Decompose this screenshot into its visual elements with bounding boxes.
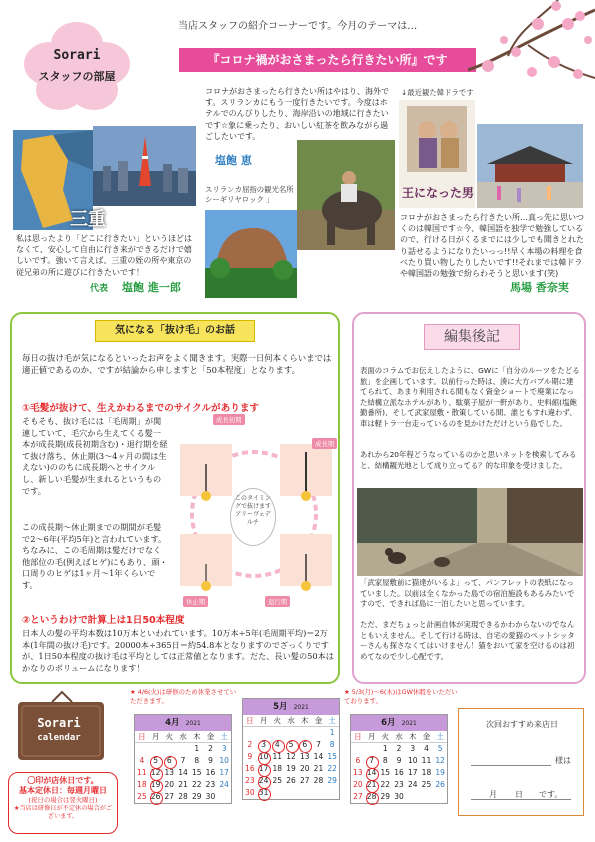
calendar-weekday-row [243, 715, 339, 727]
cherry-branch-decoration [468, 0, 595, 110]
calendar-weekday-row [351, 731, 447, 743]
calendar-weekday: 水 [395, 732, 403, 741]
calendar-week-row [135, 743, 231, 755]
calendar-day: 27 [164, 792, 175, 801]
calendar-day: 2 [247, 740, 253, 749]
calendar-day [365, 743, 379, 755]
holiday-info-line1: 〇印が店休日です。 [27, 776, 99, 785]
calendar-week-row [243, 775, 339, 787]
staff1-text: 私は思ったより「どこに行きたい」というほどはなくて、安心して自由に行き来ができるだけで嬉しいです。強いて言えば、三重の姪の所や東京の従兄弟の所に遊びに行きたいです！ [16, 234, 192, 277]
calendar-day: 3 [221, 744, 227, 753]
calendar-day: 28 [313, 776, 324, 785]
calendar-day [176, 743, 190, 755]
calendar-month-header [351, 715, 447, 731]
theme-banner: 『コロナ禍がおさまったら行きたい所』です [179, 48, 476, 72]
calendar-weekday: 水 [287, 716, 295, 725]
calendar-day: 30 [245, 788, 255, 797]
calendar-day: 16 [394, 768, 404, 777]
calendar-day: 3 [257, 739, 271, 751]
calendar-day [298, 787, 312, 799]
sakura-flower-icon [22, 22, 132, 112]
calendar-week-row [243, 787, 339, 799]
calendar-day: 8 [329, 740, 335, 749]
intro-text: 当店スタッフの紹介コーナーです。今月のテーマは… [178, 21, 418, 32]
calendar-day: 8 [382, 756, 388, 765]
calendar-day [243, 727, 257, 739]
calendar-day: 12 [286, 752, 296, 761]
staff1-name: 塩飽 進一郎 [122, 281, 181, 294]
calendar-day: 25 [272, 776, 283, 785]
calendar-day: 4 [270, 739, 284, 751]
calendar-day: 18 [137, 780, 147, 789]
calendar-day: 4 [424, 744, 429, 753]
calendar-day: 5 [284, 739, 298, 751]
calendar-weekday: 木 [192, 732, 201, 741]
calendar-day: 9 [208, 756, 213, 765]
label-early-growth: 成長初期 [213, 414, 245, 425]
calendar-day: 23 [245, 776, 255, 785]
calendar-day [149, 743, 163, 755]
calendar-weekday: 木 [300, 716, 309, 725]
hair-calc-text: 日本人の髪の平均本数は10万本といわれています。10万本÷5年(毛周期平均)＝2万本(1年間の抜け毛)です。20000本÷365日＝約54.8本となりますのでざっくりですが、1日50本程度の抜け毛は平均としては正常値となります。だた、長い髪の50本はかなりのボリュームになります！ [22, 628, 334, 673]
calendar-day: 19 [149, 779, 163, 791]
label-regression: 退行期 [265, 596, 290, 607]
calendar-day: 14 [178, 768, 188, 777]
calendar-month-label: 6月 [381, 718, 396, 728]
calendar-week-row [351, 791, 447, 803]
calendar-year-label: 2021 [185, 720, 201, 727]
hair-cycle-text: そもそも、抜け毛には「毛周期」が関連していて、毛穴から生えてくる髪一本が成長期(成長初期含む)・退行期を経て抜け落ち、休止期(3〜4ヶ月の間は生えない)ののちに成長期へとサイクルし、新しい毛髪が生まれるというものです。 [22, 416, 168, 496]
calendar-day: 29 [327, 776, 337, 785]
calendar-week-row [135, 767, 231, 779]
calendar-day: 25 [421, 780, 432, 789]
calendar-day: 21 [178, 780, 188, 789]
calendar-week-row [351, 779, 447, 791]
calendar-day: 13 [164, 768, 175, 777]
calendar-day: 29 [380, 792, 391, 801]
calendar-year-label: 2021 [293, 704, 309, 711]
calendar-weekday: 月 [259, 716, 268, 725]
calendar-day: 28 [365, 791, 379, 803]
calendar-day [284, 787, 298, 799]
calendar-day: 26 [286, 776, 296, 785]
hair-intro: 毎日の抜け毛が気になるといったお声をよく聞きます。実際一日何本くらいまでは適正値であるのか、ですが結論から申しますと「50本程度」となります。 [22, 353, 332, 375]
calendar-day: 22 [191, 780, 202, 789]
calendar-day: 12 [435, 756, 445, 765]
calendar-day: 14 [365, 767, 379, 779]
calendar-day: 1 [329, 728, 335, 737]
cherry-branch-icon [468, 0, 595, 110]
cats-street-photo [357, 488, 583, 576]
staff3-text: コロナがおさまったら行きたい所…真っ先に思いつくのは韓国です☆今、韓国語を独学で勉強しているので、行ける日がくるまでには少しでも聞きとれたり話せるようになりたいっっ!!早く本場の料理を食べたり買い物したりしたいです!!それまでは韓ドラや韓国語の勉強で紛らわそうと思います(笑) [400, 213, 584, 279]
calendar-weekday: 火 [165, 732, 174, 741]
calendar-day: 7 [180, 756, 186, 765]
calendar-month-header [135, 715, 231, 731]
calendar-day: 10 [257, 751, 271, 763]
calendar-day: 30 [394, 792, 404, 801]
calendar-day: 23 [394, 780, 404, 789]
calendar-day: 3 [410, 744, 416, 753]
april-note: ★ 4/6(火)は研修のため休業させていただきます。 [130, 688, 237, 705]
calendar-weekday: 火 [273, 716, 282, 725]
calendar-day: 25 [137, 792, 147, 801]
calendar-day [351, 743, 365, 755]
next-visit-month: 月 [489, 790, 497, 799]
calendar-day: 22 [380, 780, 391, 789]
calendar-day [270, 787, 284, 799]
calendar-weekday: 水 [179, 732, 187, 741]
calendar-month-label: 5月 [273, 702, 288, 712]
calendar-day: 1 [194, 744, 200, 753]
drama-title: 王になった男 [401, 186, 474, 200]
next-visit-name-line [471, 765, 551, 766]
calendar-day: 7 [365, 755, 379, 767]
calendar-day: 27 [353, 792, 363, 801]
calendar-day: 22 [327, 764, 337, 773]
holiday-info-line3: (祝日の場合は翌火曜日) [28, 796, 98, 804]
gyeongbokgung-photo [477, 124, 583, 208]
tokyo-tower-photo [93, 126, 196, 206]
calendar-weekday: 日 [246, 716, 254, 725]
staff2-text: コロナがおさまったら行きたい所はやはり、海外です。スリランカにもう一度行きたいです。今度はホテルでのんびりしたり、海岸沿いの地域に行きたいです☆象に乗ったり、おいしい紅茶を飲みながら過ごしたいです。 [205, 87, 389, 141]
calendar-weekday: 木 [408, 732, 417, 741]
calendar-day [257, 727, 271, 739]
calendar-day: 1 [382, 744, 388, 753]
calendar-day: 8 [194, 756, 200, 765]
calendar-week-row [243, 763, 339, 775]
calendar-badge-line2: calendar [37, 733, 81, 743]
calendar-day [312, 727, 326, 739]
next-visit-card [458, 708, 584, 816]
calendar-day: 12 [149, 767, 163, 779]
label-growth: 成長期 [312, 438, 337, 449]
calendar-weekday: 土 [436, 732, 444, 741]
calendar-week-row [351, 743, 447, 755]
sigiriya-caption: スリランカ屈指の観光名所 シーギリヤロック 」 [205, 185, 294, 205]
hair-heading: 気になる「抜け毛」のお話 [95, 320, 255, 342]
calendar-week-row [135, 791, 231, 803]
calendar-day: 6 [162, 755, 176, 767]
calendar-weekday: 日 [138, 732, 146, 741]
calendar-day: 13 [299, 752, 310, 761]
calendar-day: 11 [272, 752, 283, 761]
calendar-day: 6 [355, 756, 361, 765]
calendar-day: 26 [149, 791, 163, 803]
next-visit-desu: です。 [539, 790, 563, 799]
calendar-day: 16 [245, 764, 255, 773]
calendar-day: 20 [164, 780, 175, 789]
calendar-day: 19 [286, 764, 296, 773]
calendar-day: 19 [435, 768, 445, 777]
calendar-day: 20 [299, 764, 310, 773]
calendar-day: 24 [407, 780, 418, 789]
calendar-day [270, 727, 284, 739]
calendar-day [298, 727, 312, 739]
calendar-day: 17 [257, 763, 271, 775]
hair-timing-bubble: このタイミングで抜けますアリーヴェデルチ [230, 488, 276, 546]
calendar-day: 4 [139, 756, 145, 765]
calendar-day: 23 [205, 780, 216, 789]
calendar-weekday: 土 [328, 716, 336, 725]
calendar-week-row [351, 767, 447, 779]
calendar-day [406, 791, 420, 803]
editor-heading: 編集後記 [424, 324, 520, 350]
calendar-week-row [135, 755, 231, 767]
staff1-title: 代表 [90, 284, 109, 294]
calendar-week-row [243, 727, 339, 739]
calendar-day: 24 [257, 775, 271, 787]
calendar-weekday: 金 [422, 732, 431, 741]
calendar-day: 24 [219, 780, 229, 789]
calendar-day [217, 791, 231, 803]
calendar-day: 9 [396, 756, 402, 765]
drama-caption: ↓最近観た韓ドラです [401, 88, 474, 97]
calendar-weekday: 金 [206, 732, 215, 741]
sakura-badge [22, 22, 132, 112]
calendar-day: 31 [257, 787, 271, 799]
sigiriya-rock-photo [205, 210, 297, 298]
calendar-weekday: 月 [367, 732, 376, 741]
calendar-day: 17 [219, 768, 229, 777]
calendar-day: 17 [407, 768, 418, 777]
hair-period-text: この成長期〜休止期までの期間が毛髪で2〜6年(平均5年)と言われています。ちなみに、この毛周期は髪だけでなく他部位の毛(例えばヒゲ)にもあり、頭・口周りのヒゲは1ヶ月〜1年くらいです。 [22, 522, 168, 590]
calendar-day: 30 [205, 792, 216, 801]
calendar-day [325, 787, 339, 799]
calendar-may [242, 698, 340, 800]
editor-photo-caption: 「武家屋敷前に猫達がいるよ」って、パンフレットの表紙になっていました。以前は全くなかった島での宿泊施設もあるみたいですので、できれば島に一泊したいと思っています。 [360, 578, 575, 609]
calendar-day: 5 [437, 744, 443, 753]
calendar-weekday: 月 [151, 732, 160, 741]
editor-text-1: 表面のコラムでお伝えしたように、GWに「自分のルーツをたどる旅」を企画しています。以前行った時は、湊に大方バブル期に建てられて、あまり利用される間もなく資金ショートで廃業になった結構立派なホテルがあり、駄菓子屋が一軒があり、史料館(塩飽勤番所)、そして武家屋敷・散策している間、誰ともすれ違わず、車は軽トラ一台走っているのを見かけただけという島でした。 [360, 366, 580, 428]
editor-text-3: ただ、まだちょっと計画自体が実現できるかわからないのでなんともいえません。そして行ける時は、自宅の愛猫のペットシッターさんも探さなくてはいけません！猫をおいて家を空けるのは初めてなので少し心配です。 [360, 620, 575, 661]
calendar-week-row [351, 755, 447, 767]
calendar-day: 15 [327, 752, 337, 761]
calendar-day: 21 [313, 764, 324, 773]
calendar-weekday: 火 [381, 732, 390, 741]
calendar-day: 9 [247, 752, 253, 761]
calendar-week-row [243, 739, 339, 751]
june-note: ★ 5/3(月)〜6(木)はGW休暇をいただいております。 [344, 688, 458, 705]
calendar-day: 21 [365, 779, 379, 791]
next-visit-sama: 様は [555, 756, 571, 765]
staff3-name: 馬場 香奈実 [510, 281, 569, 294]
calendar-weekday: 金 [314, 716, 323, 725]
calendar-weekday: 土 [220, 732, 228, 741]
badge-subtitle: スタッフの部屋 [38, 70, 116, 83]
calendar-april [134, 714, 232, 804]
calendar-weekday-row [135, 731, 231, 743]
calendar-sign [12, 690, 112, 770]
elephant-ride-photo [297, 140, 395, 250]
next-visit-title: 次回おすすめ来店日 [485, 720, 559, 729]
holiday-info-line2: 基本定休日：毎週月曜日 [19, 786, 107, 795]
calendar-day: 2 [208, 744, 213, 753]
calendar-day: 11 [421, 756, 432, 765]
calendar-day [162, 743, 176, 755]
calendar-day: 20 [353, 780, 363, 789]
label-rest: 休止期 [183, 596, 208, 607]
calendar-weekday: 日 [354, 732, 362, 741]
calendar-day: 18 [272, 764, 283, 773]
calendar-day: 26 [435, 780, 445, 789]
calendar-year-label: 2021 [401, 720, 417, 727]
calendar-day: 18 [421, 768, 432, 777]
calendar-day [312, 787, 326, 799]
calendar-month-header [243, 699, 339, 715]
editor-text-2: あれから20年程どうなっているのかと思いネットを検索してみると、結構観光地として成り立ってる？的な印象を受けました。 [360, 450, 577, 470]
calendar-day: 14 [313, 752, 324, 761]
holiday-info-box [8, 772, 118, 834]
next-visit-day: 日 [515, 790, 523, 799]
mie-photo-label: 三重 [70, 209, 106, 230]
calendar-day: 28 [178, 792, 188, 801]
calendar-day: 7 [316, 740, 321, 749]
calendar-day: 2 [396, 744, 402, 753]
calendar-day [433, 791, 447, 803]
calendar-june [350, 714, 448, 804]
calendar-badge-line1: Sorari [37, 716, 81, 730]
calendar-day: 15 [380, 768, 391, 777]
staff2-name: 塩飽 恵 [215, 154, 252, 167]
calendar-day: 11 [137, 768, 147, 777]
badge-title: Sorari [53, 48, 101, 63]
hair-subheading-1: ①毛髪が抜けて、生えかわるまでのサイクルがあります [22, 403, 260, 414]
next-visit-date-line [471, 799, 571, 800]
calendar-day: 10 [219, 756, 229, 765]
calendar-week-row [243, 751, 339, 763]
calendar-day: 6 [298, 739, 312, 751]
calendar-day: 16 [205, 768, 216, 777]
calendar-day: 15 [191, 768, 202, 777]
calendar-day: 13 [353, 768, 363, 777]
calendar-week-row [135, 779, 231, 791]
calendar-day [284, 727, 298, 739]
calendar-day: 5 [149, 755, 163, 767]
calendar-day: 27 [299, 776, 310, 785]
calendar-day [420, 791, 434, 803]
calendar-day: 29 [191, 792, 202, 801]
holiday-info-line4: ★当店は研修日が不定休の場合がございます。 [13, 805, 113, 821]
calendar-month-label: 4月 [165, 718, 180, 728]
hair-subheading-2: ②というわけで計算上は1日50本程度 [22, 615, 185, 626]
calendar-day: 10 [407, 756, 418, 765]
calendar-day [135, 743, 149, 755]
